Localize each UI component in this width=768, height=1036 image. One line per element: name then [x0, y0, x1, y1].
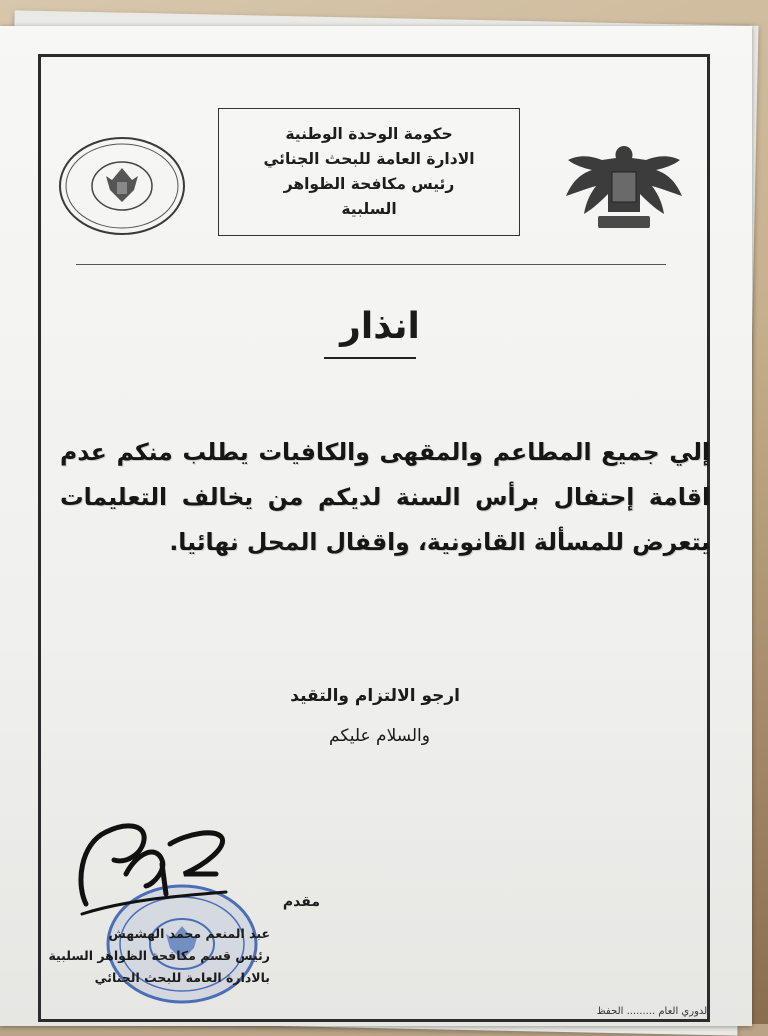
document-body: إلي جميع المطاعم والمقهى والكافيات يطلب منكم عدم اقامة إحتفال برأس السنة لديكم من يخالف التعليمات يتعرض للمسألة القانونية، واقفال المحل نهائيا.	[60, 438, 710, 556]
submitted-label: مقدم	[282, 894, 320, 910]
eagle-emblem-icon	[562, 138, 686, 236]
letterhead-box	[218, 108, 520, 236]
signatory-name: عبد المنعم محمد الهشهش	[108, 926, 270, 941]
letterhead-line-1: حكومة الوحدة الوطنية	[285, 125, 453, 143]
signatory-position: رئيس قسم مكافحة الظواهر السلبية	[48, 948, 270, 963]
signatory-block	[40, 924, 270, 988]
document-title: انذار	[340, 306, 420, 347]
regards-line: والسلام عليكم	[329, 726, 430, 746]
letterhead-line-3: رئيس مكافحة الظواهر	[283, 175, 455, 193]
title-underline	[324, 357, 416, 359]
document-page	[0, 26, 752, 1026]
handwritten-signature	[66, 804, 236, 924]
round-seal-icon	[58, 136, 186, 236]
signatory-department: بالادارة العامة للبحث الجنائي	[94, 970, 270, 985]
letterhead-line-4: السلبية	[341, 200, 397, 218]
closing-line: ارجو الالتزام والتقيد	[290, 686, 460, 706]
header-divider	[76, 264, 666, 265]
letterhead-line-2: الادارة العامة للبحث الجنائي	[263, 150, 475, 168]
footer-note: الدوري العام ......... الحفظ	[596, 1006, 710, 1017]
